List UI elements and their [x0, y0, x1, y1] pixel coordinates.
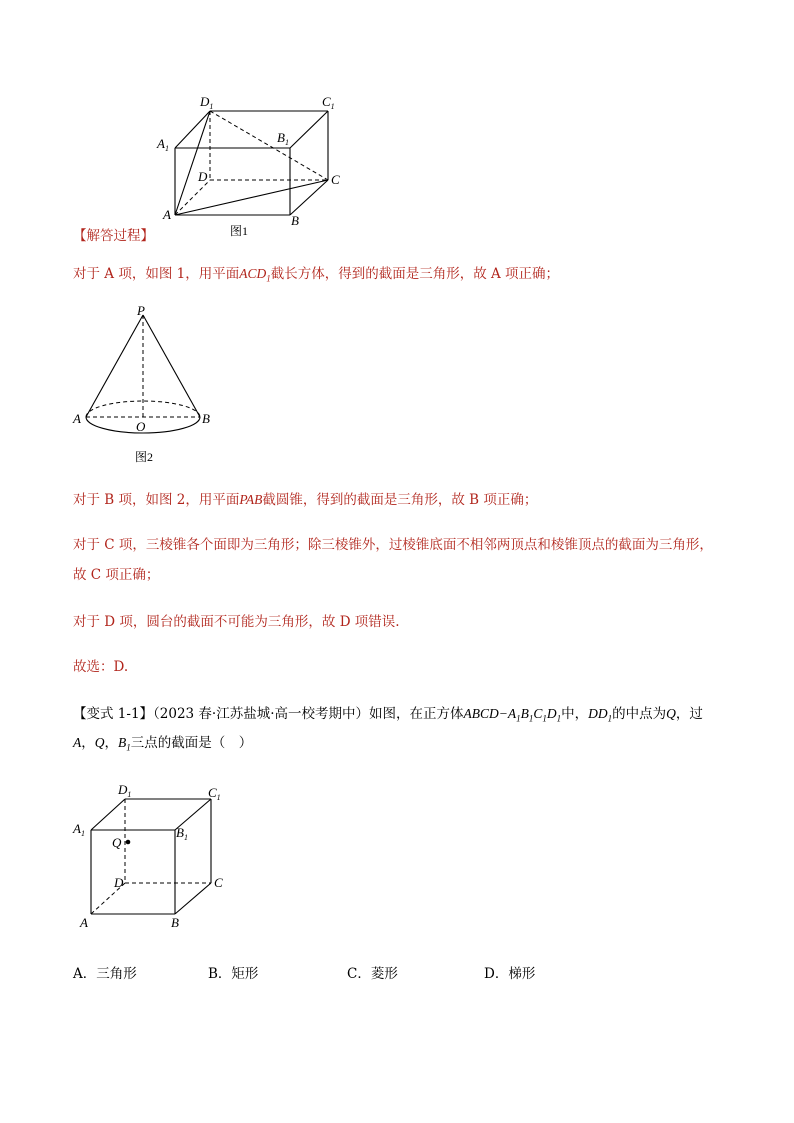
- label-b: B: [171, 915, 179, 930]
- cone-diagram: [68, 305, 218, 445]
- label-c: C: [331, 172, 340, 187]
- solution-heading: 【解答过程】: [73, 228, 154, 244]
- label-d1: $D_1$: [200, 94, 214, 111]
- label-a1: $A_1$: [157, 136, 169, 153]
- variant-source: （2023 春·江苏盐城·高一校考期中）: [153, 706, 370, 722]
- option-c[interactable]: C．菱形: [347, 966, 398, 982]
- label-a: A: [80, 915, 88, 930]
- label-b: B: [291, 213, 299, 228]
- solution-line-a: 对于 A 项，如图 1，用平面$ACD_1$截长方体，得到的截面是三角形，故 A 项正确；: [73, 266, 560, 284]
- label-a: A: [73, 411, 81, 426]
- cube-diagram: [72, 780, 242, 935]
- figure-2-caption: 图2: [135, 450, 154, 464]
- label-q: Q: [112, 835, 122, 850]
- solution-line-d: 对于 D 项，圆台的截面不可能为三角形，故 D 项错误.: [73, 614, 400, 630]
- label-b: B: [202, 411, 210, 426]
- label-c1: $C_1$: [208, 785, 221, 802]
- label-c1: $C_1$: [322, 94, 335, 111]
- label-p: P: [137, 303, 145, 318]
- label-a1: $A_1$: [73, 821, 85, 838]
- label-c: C: [214, 875, 223, 890]
- label-b1: $B_1$: [176, 825, 188, 842]
- variant-question-line-1: 【变式 1-1】（2023 春·江苏盐城·高一校考期中）如图，在正方体$ABCD-A_1B_1C_1D_1$中，$DD_1$的中点为Q，过: [73, 706, 703, 724]
- option-a[interactable]: A．三角形: [73, 966, 137, 982]
- variant-question-line-2: A，Q，$B_1$三点的截面是（ ）: [73, 735, 253, 753]
- option-d[interactable]: D．梯形: [484, 966, 536, 982]
- label-a: A: [163, 207, 171, 222]
- option-b[interactable]: B．矩形: [208, 966, 259, 982]
- solution-line-c1: 对于 C 项，三棱锥各个面即为三角形；除三棱锥外，过棱锥底面不相邻两顶点和棱锥顶点的截面为三角形，: [73, 537, 713, 553]
- solution-line-c2: 故 C 项正确；: [73, 567, 160, 583]
- point-q: [126, 840, 131, 845]
- figure-1-caption: 图1: [230, 224, 249, 238]
- label-d1: $D_1$: [118, 782, 132, 799]
- answer-line: 故选：D.: [73, 659, 129, 675]
- figure-2: [68, 303, 218, 464]
- solution-line-b: 对于 B 项，如图 2，用平面PAB截圆锥，得到的截面是三角形，故 B 项正确；: [73, 492, 538, 508]
- label-b1: $B_1$: [277, 130, 289, 147]
- label-d: D: [114, 875, 124, 890]
- figure-1: [150, 88, 360, 243]
- label-d: D: [198, 169, 208, 184]
- variant-tag: 【变式 1-1】: [73, 706, 154, 722]
- box-diagram: [150, 88, 360, 243]
- label-o: O: [136, 419, 146, 434]
- figure-3: [72, 780, 242, 935]
